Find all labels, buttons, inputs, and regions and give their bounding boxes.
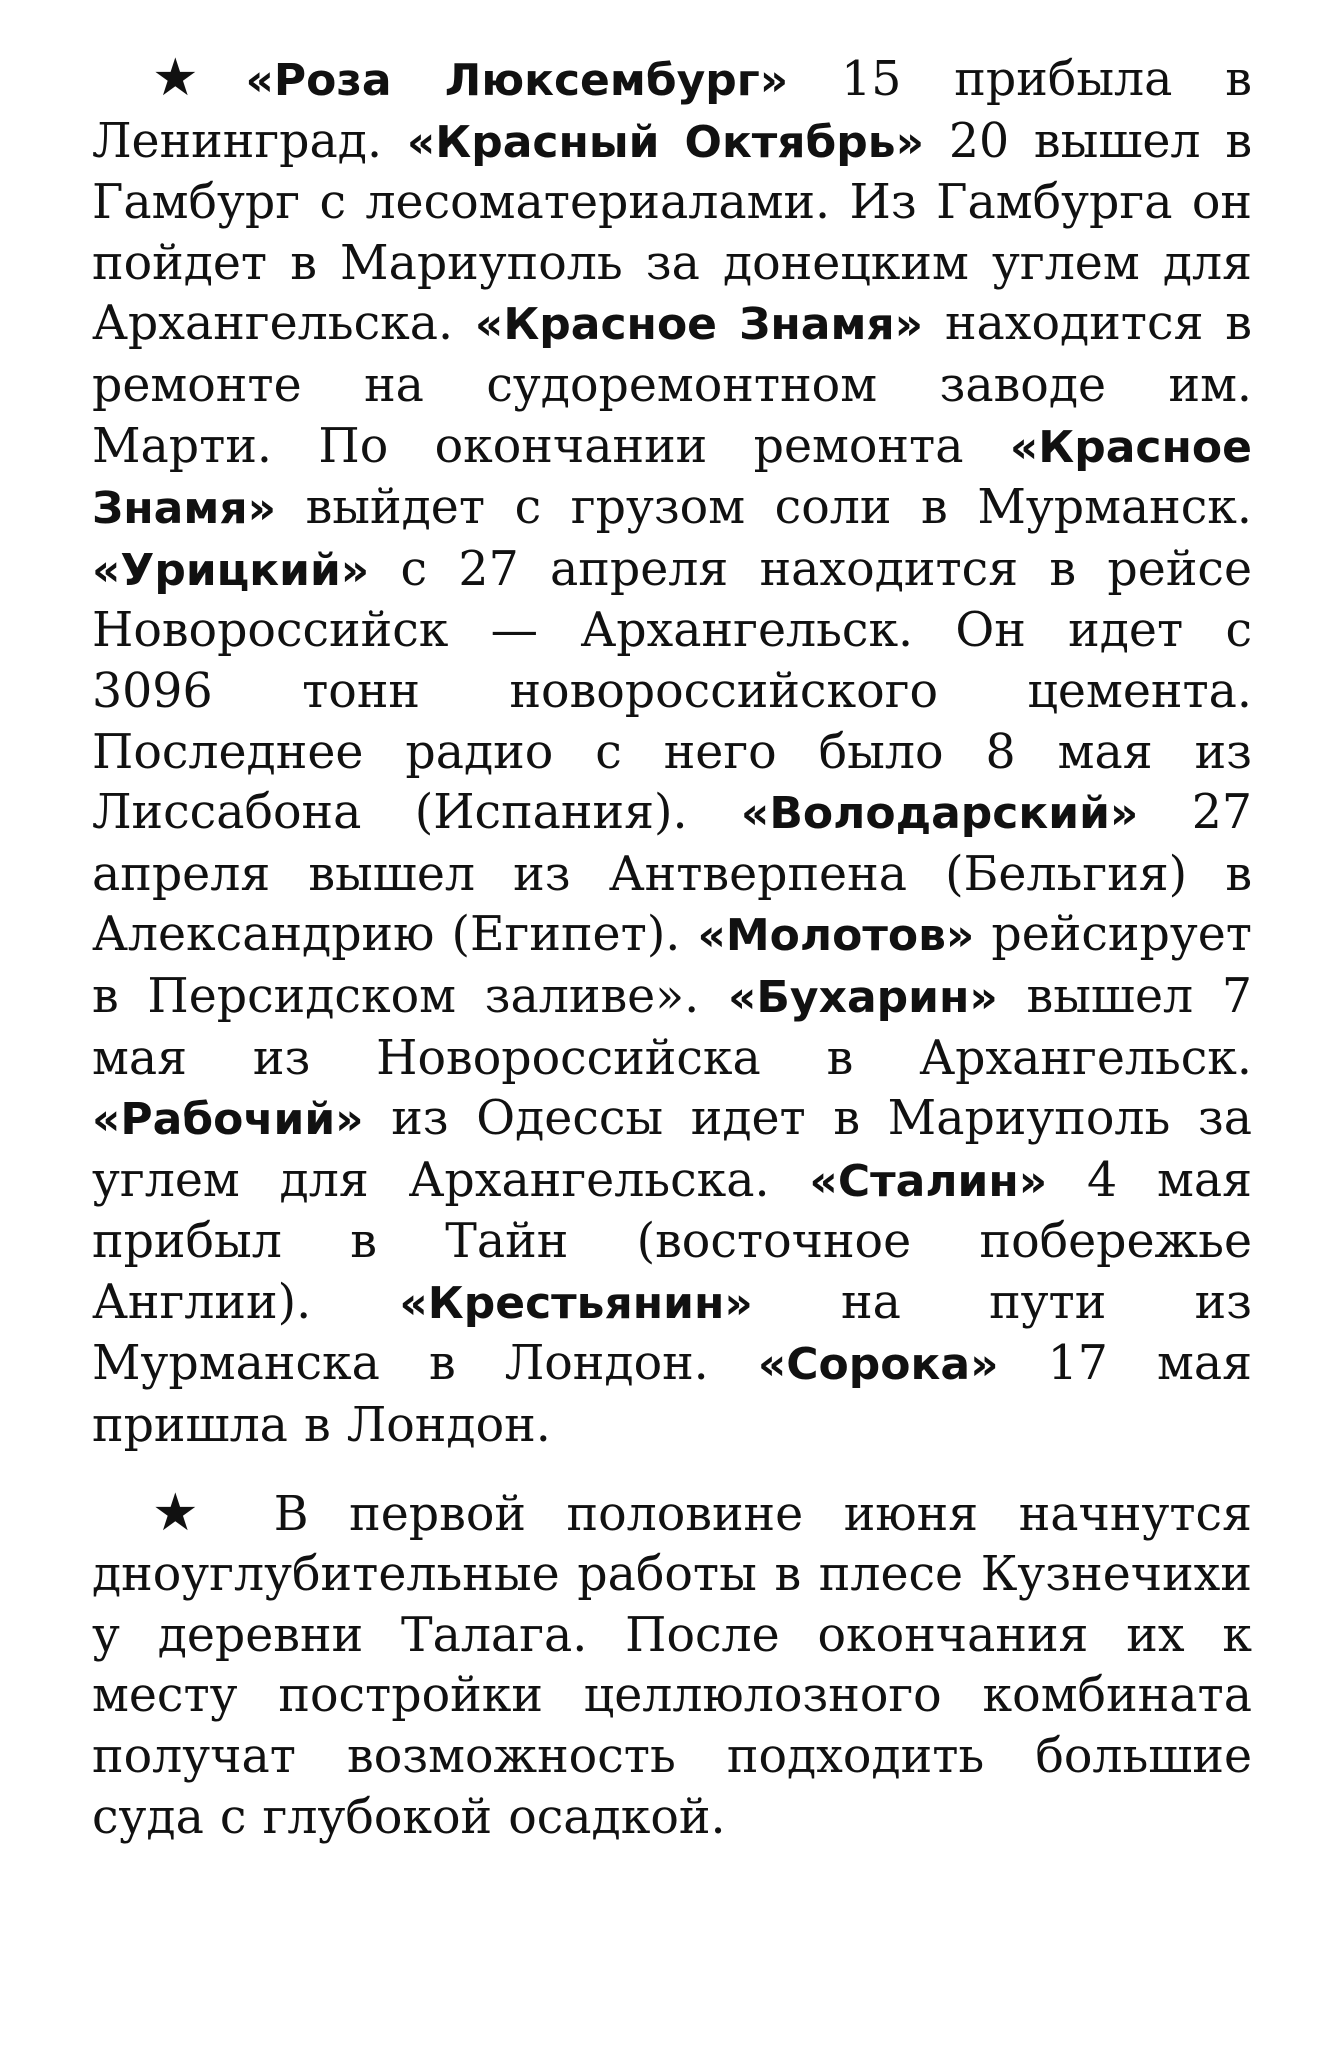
news-text: выйдет с грузом соли в Мурманск.: [276, 480, 1252, 536]
ship-name: «Сталин»: [809, 1155, 1048, 1207]
news-text: В первой половине июня начнутся дноуглубительные работы в плесе Кузнечихи у деревни Талага. После окончания их к месту постройки целлюлозного комбината получат возможность подходить большие суда с глубокой осадкой.: [92, 1486, 1252, 1845]
news-text: вышел 7 мая из Новороссийска в Архангельск.: [92, 968, 1252, 1086]
ship-name: «Рабочий»: [92, 1094, 364, 1146]
news-text: 15 прибыла в Ленинград.: [92, 52, 1252, 169]
star-bullet-icon: ★: [152, 1482, 224, 1543]
ship-name: «Крестьянин»: [399, 1277, 753, 1329]
ship-name: «Сорока»: [757, 1339, 999, 1391]
news-text: 20 вышел в Гамбург с лесоматериалами. Из Гамбурга он пойдет в Мариуполь за донецким углем для Архангельска.: [92, 113, 1252, 352]
news-item-dredging: [92, 1483, 1252, 1849]
news-text: на пути из Мурманска в Лондон.: [92, 1274, 1252, 1392]
ship-name: «Красное Знамя»: [92, 421, 1252, 535]
news-text: рейсирует в Персидском заливе».: [92, 907, 1252, 1024]
ship-name: «Красное Знамя»: [474, 299, 924, 351]
news-column: [92, 48, 1252, 1848]
ship-name: «Молотов»: [697, 910, 975, 962]
ship-name: «Роза Люксембург»: [245, 55, 789, 106]
ship-name: «Володарский»: [740, 788, 1139, 840]
news-text: находится в ремонте на судоремонтном заводе им. Марти. По окончании ремонта: [92, 296, 1252, 474]
ship-name: «Бухарин»: [727, 971, 998, 1023]
ship-name: «Урицкий»: [92, 544, 370, 596]
star-bullet-icon: ★: [152, 48, 236, 108]
news-text: 4 мая прибыл в Тайн (восточное побережье Англии).: [92, 1152, 1252, 1330]
news-text: с 27 апреля находится в рейсе Новороссийск — Архангельск. Он идет с 3096 тонн новороссийского цемента. Последнее радио с него было 8 мая из Лиссабона (Испания).: [92, 541, 1252, 841]
news-text: из Одессы идет в Мариуполь за углем для Архангельска.: [92, 1091, 1252, 1208]
news-text: 17 мая пришла в Лондон.: [92, 1336, 1252, 1454]
ship-name: «Красный Октябрь»: [406, 116, 925, 168]
news-item-ship-movements: [92, 48, 1252, 1457]
news-text: 27 апреля вышел из Антверпена (Бельгия) в Александрию (Египет).: [92, 785, 1252, 963]
